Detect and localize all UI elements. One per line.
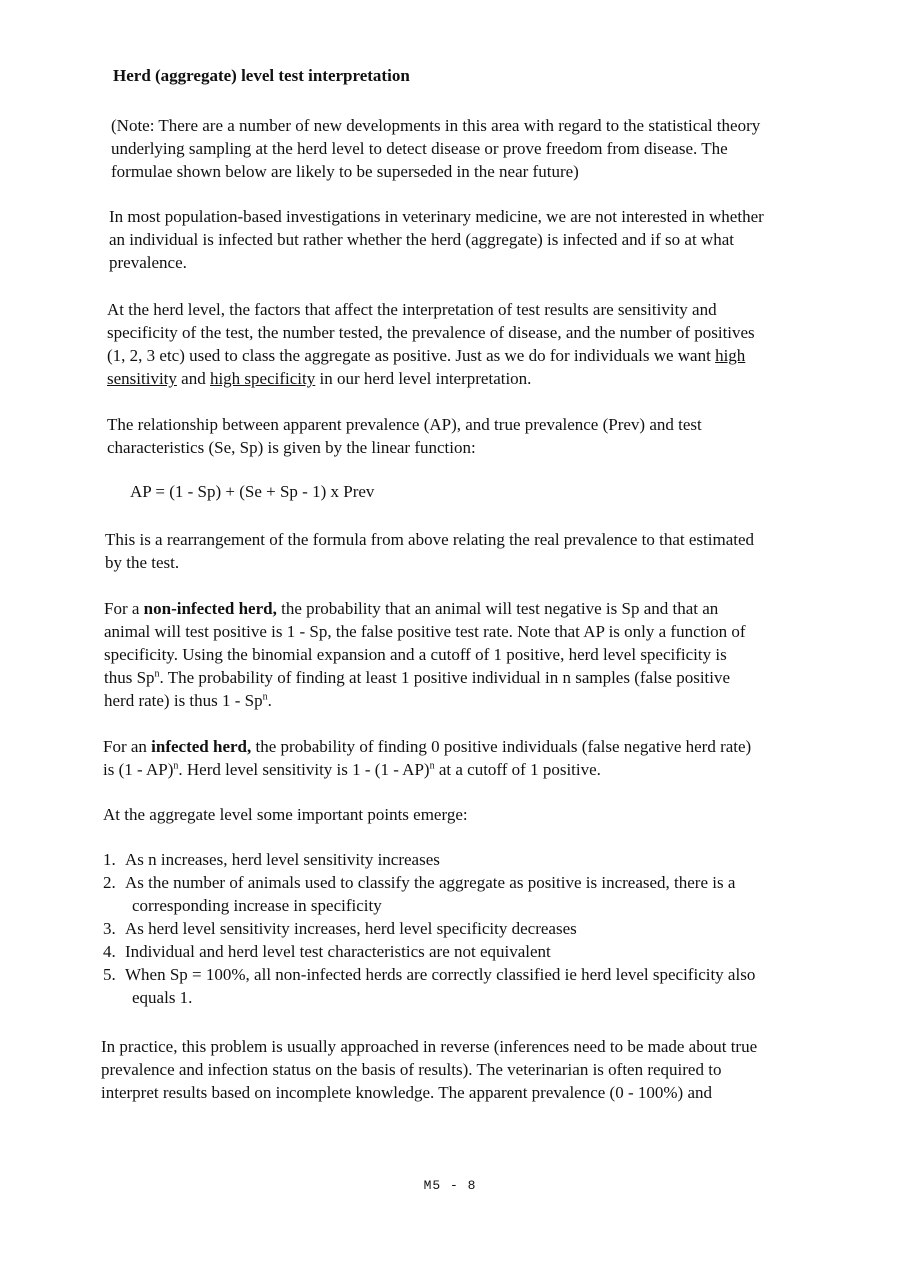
text-run: . [267, 691, 272, 710]
list-text-continuation: equals 1. [132, 988, 193, 1007]
text-line: prevalence and infection status on the basis of results). The veterinarian is often required to [101, 1060, 722, 1079]
intro-paragraph [109, 205, 854, 274]
text-run: in our herd level interpretation. [315, 369, 532, 388]
superscript: n [262, 691, 268, 703]
text-line [104, 597, 849, 620]
text-run: For a [104, 599, 144, 618]
practice-paragraph [101, 1035, 849, 1104]
non-infected-paragraph [104, 597, 849, 712]
text-run: and [176, 369, 210, 388]
list-number: 1. [103, 850, 116, 869]
superscript: n [429, 760, 435, 772]
text-line [104, 689, 849, 712]
list-text: As the number of animals used to classify the aggregate as positive is increased, there is a [125, 873, 736, 892]
text-line: animal will test positive is 1 - Sp, the false positive test rate. Note that AP is only a function of [104, 622, 746, 641]
list-number: 2. [103, 873, 116, 892]
points-list [103, 848, 848, 1009]
list-text: As herd level sensitivity increases, herd level specificity decreases [125, 919, 577, 938]
list-number: 4. [103, 942, 116, 961]
text-line: underlying sampling at the herd level to detect disease or prove freedom from disease. The [111, 139, 728, 158]
list-item [103, 848, 848, 871]
text-line [107, 367, 852, 390]
text-line: prevalence. [109, 253, 187, 272]
text-line: an individual is infected but rather whether the herd (aggregate) is infected and if so at what [109, 230, 734, 249]
list-item [103, 871, 848, 917]
text-line: interpret results based on incomplete knowledge. The apparent prevalence (0 - 100%) and [101, 1083, 712, 1102]
list-item [103, 940, 848, 963]
text-line: This is a rearrangement of the formula from above relating the real prevalence to that estimated [105, 530, 755, 549]
text-line: At the herd level, the factors that affect the interpretation of test results are sensitivity and [107, 300, 717, 319]
text-line: by the test. [105, 553, 180, 572]
text-line: In practice, this problem is usually approached in reverse (inferences need to be made about true [101, 1037, 758, 1056]
superscript: n [173, 760, 179, 772]
text-run: the probability that an animal will test negative is Sp and that an [276, 599, 719, 618]
list-number: 5. [103, 965, 116, 984]
text-line: The relationship between apparent prevalence (AP), and true prevalence (Prev) and test [107, 415, 702, 434]
text-run: thus Sp [104, 668, 155, 687]
text-line: characteristics (Se, Sp) is given by the linear function: [107, 438, 476, 457]
text-run: . The probability of finding at least 1 positive individual in n samples (false positive [159, 668, 731, 687]
underlined-text: sensitivity [107, 369, 177, 388]
list-item [103, 963, 848, 1009]
text-run: at a cutoff of 1 positive. [434, 760, 601, 779]
page-title: Herd (aggregate) level test interpretation [113, 66, 410, 85]
text-run: For an [103, 737, 152, 756]
list-number: 3. [103, 919, 116, 938]
text-line [103, 735, 848, 758]
infected-paragraph [103, 735, 848, 781]
text-run: (1, 2, 3 etc) used to class the aggregate as positive. Just as we do for individuals we want [107, 346, 716, 365]
page-number: M5 - 8 [423, 1178, 477, 1193]
list-text: Individual and herd level test characteristics are not equivalent [125, 942, 551, 961]
text-run: is (1 - AP) [103, 760, 174, 779]
list-item [103, 917, 848, 940]
relationship-paragraph [107, 413, 852, 459]
text-line: (Note: There are a number of new developments in this area with regard to the statistical theory [111, 116, 761, 135]
bold-term: non-infected herd, [143, 599, 277, 618]
text-run: herd rate) is thus 1 - Sp [104, 691, 263, 710]
rearrangement-paragraph [105, 528, 850, 574]
text-line: specificity of the test, the number tested, the prevalence of disease, and the number of positives [107, 323, 755, 342]
list-text: As n increases, herd level sensitivity increases [125, 850, 440, 869]
note-paragraph [111, 114, 851, 183]
text-line [103, 758, 848, 781]
superscript: n [154, 668, 160, 680]
factors-paragraph [107, 298, 852, 390]
list-text-continuation: corresponding increase in specificity [132, 896, 382, 915]
points-intro: At the aggregate level some important points emerge: [103, 805, 468, 824]
text-run: the probability of finding 0 positive individuals (false negative herd rate) [251, 737, 752, 756]
text-line [107, 344, 852, 367]
list-text: When Sp = 100%, all non-infected herds are correctly classified ie herd level specificity also [125, 965, 756, 984]
formula: AP = (1 - Sp) + (Se + Sp - 1) x Prev [130, 482, 375, 501]
bold-term: infected herd, [151, 737, 252, 756]
text-line [104, 666, 849, 689]
text-line: formulae shown below are likely to be superseded in the near future) [111, 162, 579, 181]
underlined-text: high [715, 346, 746, 365]
underlined-text: high specificity [209, 369, 316, 388]
text-run: . Herd level sensitivity is 1 - (1 - AP) [178, 760, 430, 779]
text-line: In most population-based investigations in veterinary medicine, we are not interested in whether [109, 207, 764, 226]
text-line: specificity. Using the binomial expansion and a cutoff of 1 positive, herd level specificity is [104, 645, 727, 664]
